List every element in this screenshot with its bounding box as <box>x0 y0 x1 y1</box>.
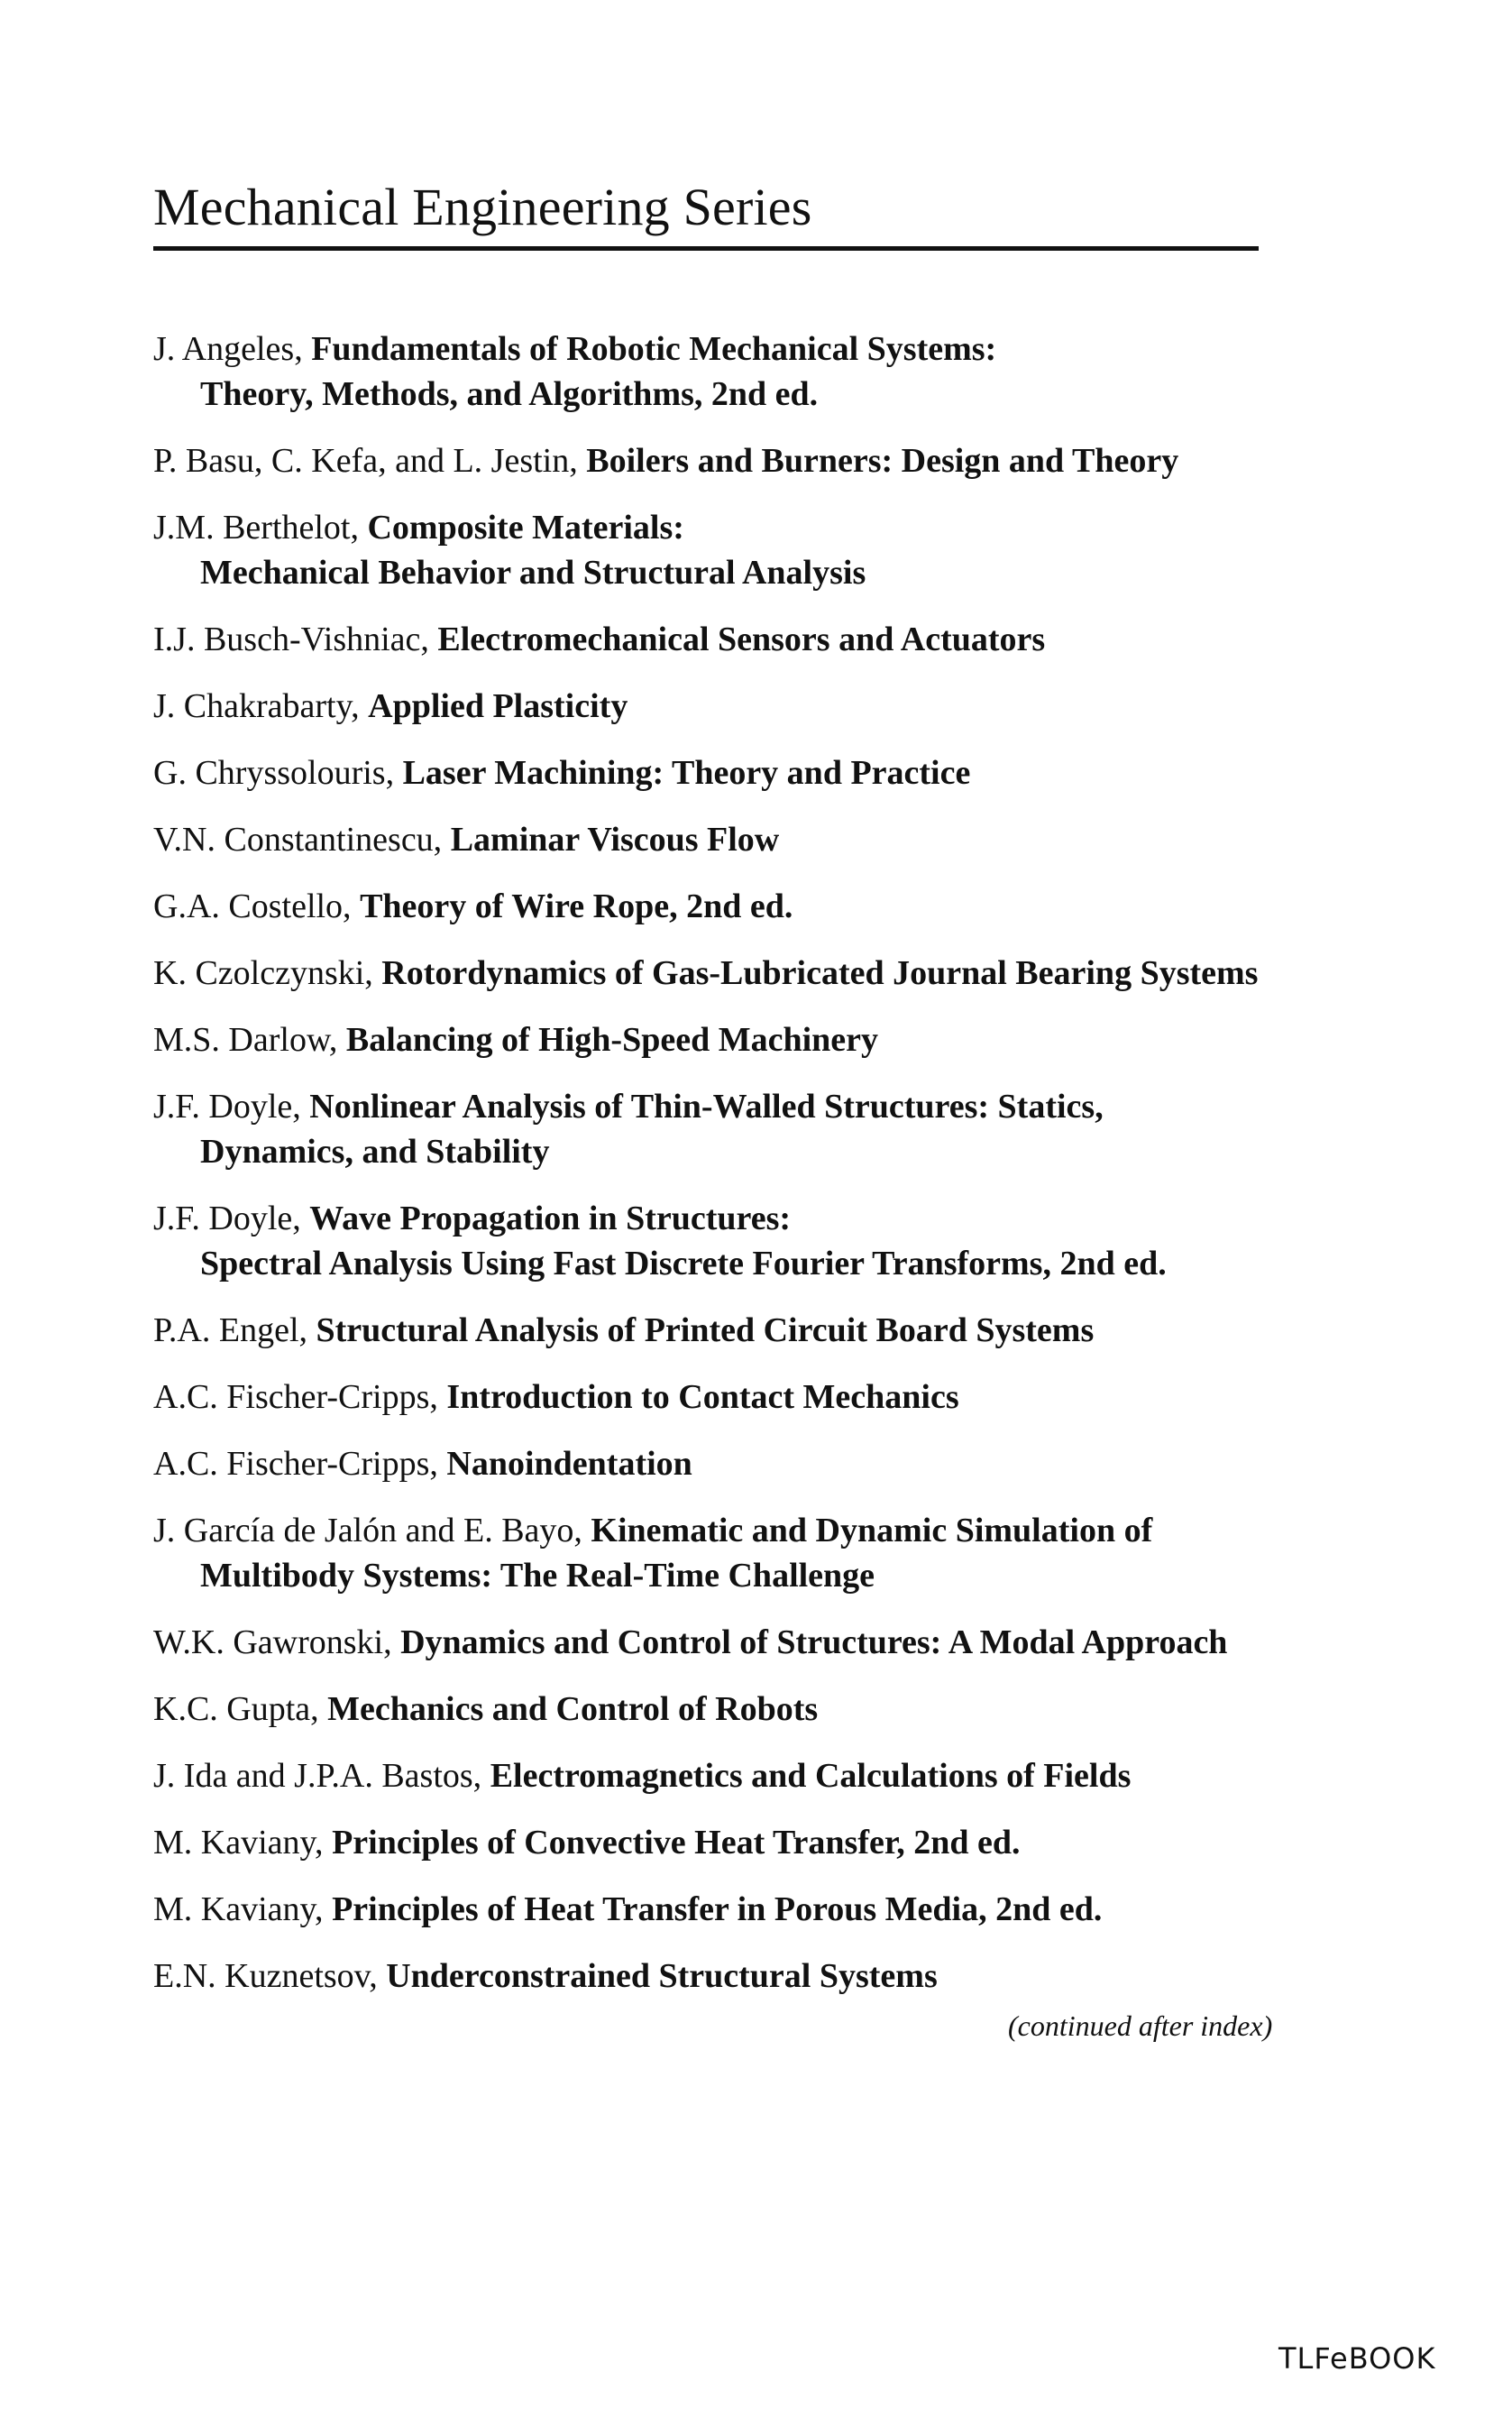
book-list <box>153 326 1352 2020</box>
book-title: Principles of Convective Heat Transfer, 2nd ed. <box>332 1824 1021 1862</box>
book-entry <box>153 817 1352 862</box>
book-title: Nonlinear Analysis of Thin-Walled Structures: Statics, <box>309 1088 1104 1126</box>
book-entry <box>153 505 1352 595</box>
book-title: Dynamics and Control of Structures: A Modal Approach <box>400 1623 1228 1661</box>
book-title: Introduction to Contact Mechanics <box>446 1378 959 1416</box>
book-authors: M.S. Darlow, <box>153 1021 338 1059</box>
book-authors: W.K. Gawronski, <box>153 1623 392 1661</box>
series-title: Mechanical Engineering Series <box>153 178 812 236</box>
book-entry <box>153 884 1352 929</box>
book-title: Fundamentals of Robotic Mechanical Systems: <box>311 330 997 368</box>
continued-note: (continued after index) <box>1008 2009 1273 2042</box>
book-authors: I.J. Busch-Vishniac, <box>153 621 429 658</box>
book-title: Balancing of High-Speed Machinery <box>345 1021 878 1059</box>
book-authors: J. Ida and J.P.A. Bastos, <box>153 1757 482 1795</box>
book-authors: J.M. Berthelot, <box>153 509 359 547</box>
book-title: Electromagnetics and Calculations of Fields <box>490 1757 1132 1795</box>
book-title-continuation: Dynamics, and Stability <box>200 1133 550 1171</box>
book-title: Nanoindentation <box>446 1445 692 1483</box>
book-authors: J.F. Doyle, <box>153 1088 301 1126</box>
book-title: Principles of Heat Transfer in Porous Media, 2nd ed. <box>332 1890 1103 1928</box>
book-authors: G.A. Costello, <box>153 887 352 925</box>
book-authors: J.F. Doyle, <box>153 1200 301 1237</box>
book-entry <box>153 1954 1352 1999</box>
book-entry <box>153 617 1352 662</box>
book-title: Mechanics and Control of Robots <box>327 1690 819 1728</box>
book-entry <box>153 951 1352 996</box>
book-authors: M. Kaviany, <box>153 1890 324 1928</box>
book-authors: K. Czolczynski, <box>153 954 373 992</box>
book-title: Laser Machining: Theory and Practice <box>402 754 971 792</box>
book-entry <box>153 1508 1352 1598</box>
book-title: Theory of Wire Rope, 2nd ed. <box>360 887 793 925</box>
book-title: Wave Propagation in Structures: <box>309 1200 792 1237</box>
book-entry <box>153 750 1352 795</box>
book-entry <box>153 1308 1352 1353</box>
book-authors: A.C. Fischer-Cripps, <box>153 1445 438 1483</box>
book-title: Rotordynamics of Gas-Lubricated Journal Bearing Systems <box>381 954 1259 992</box>
book-title: Applied Plasticity <box>368 687 628 725</box>
book-entry <box>153 1753 1352 1798</box>
book-entry <box>153 1820 1352 1865</box>
book-title: Composite Materials: <box>367 509 684 547</box>
title-underline-rule <box>153 246 1259 251</box>
book-authors: P. Basu, C. Kefa, and L. Jestin, <box>153 442 578 480</box>
book-entry <box>153 684 1352 729</box>
book-title-continuation: Mechanical Behavior and Structural Analysis <box>200 554 866 592</box>
book-authors: J. García de Jalón and E. Bayo, <box>153 1512 582 1549</box>
book-title-continuation: Theory, Methods, and Algorithms, 2nd ed. <box>200 375 819 413</box>
book-entry <box>153 1887 1352 1932</box>
book-authors: J. Angeles, <box>153 330 303 368</box>
book-entry <box>153 1017 1352 1062</box>
book-title: Laminar Viscous Flow <box>450 821 780 859</box>
book-entry <box>153 1441 1352 1486</box>
book-authors: A.C. Fischer-Cripps, <box>153 1378 438 1416</box>
book-authors: V.N. Constantinescu, <box>153 821 443 859</box>
book-entry <box>153 438 1352 483</box>
book-entry <box>153 1620 1352 1665</box>
book-entry <box>153 1687 1352 1732</box>
book-authors: P.A. Engel, <box>153 1311 307 1349</box>
book-authors: M. Kaviany, <box>153 1824 324 1862</box>
book-authors: G. Chryssolouris, <box>153 754 395 792</box>
book-title-continuation: Multibody Systems: The Real-Time Challenge <box>200 1557 875 1595</box>
source-watermark: TLFeBOOK <box>1278 2341 1436 2376</box>
book-entry <box>153 326 1352 417</box>
book-authors: J. Chakrabarty, <box>153 687 360 725</box>
book-title: Boilers and Burners: Design and Theory <box>586 442 1179 480</box>
book-title: Underconstrained Structural Systems <box>386 1957 938 1995</box>
book-authors: K.C. Gupta, <box>153 1690 319 1728</box>
book-entry <box>153 1084 1352 1174</box>
book-entry <box>153 1196 1352 1286</box>
book-title-continuation: Spectral Analysis Using Fast Discrete Fourier Transforms, 2nd ed. <box>200 1245 1167 1283</box>
book-authors: E.N. Kuznetsov, <box>153 1957 378 1995</box>
book-title: Structural Analysis of Printed Circuit Board Systems <box>316 1311 1095 1349</box>
book-entry <box>153 1374 1352 1420</box>
book-title: Electromechanical Sensors and Actuators <box>437 621 1046 658</box>
book-title: Kinematic and Dynamic Simulation of <box>591 1512 1153 1549</box>
